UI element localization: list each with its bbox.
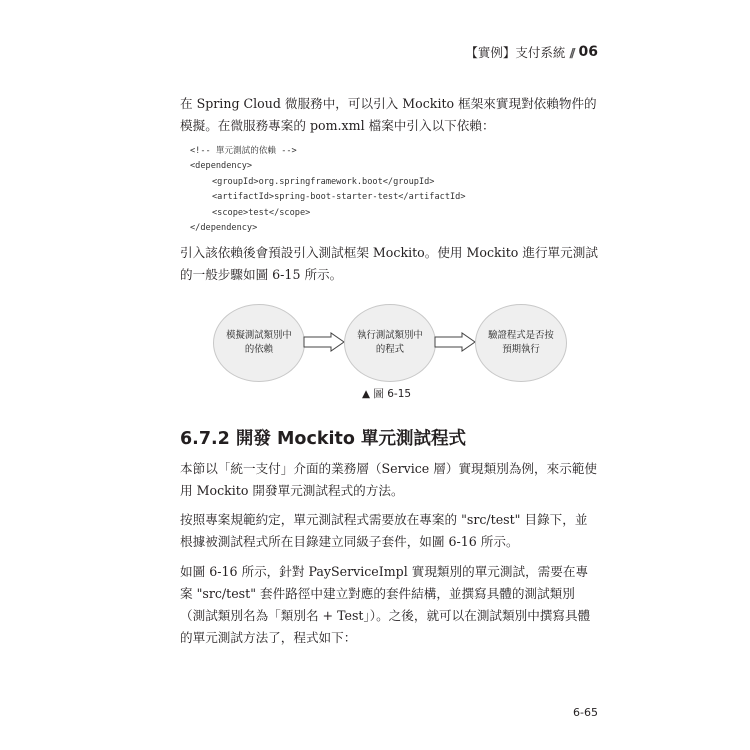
code-line: <groupId>org.springframework.boot</groupId>	[212, 176, 435, 187]
dependency-paragraph: 引入該依賴後會預設引入測試框架 Mockito。使用 Mockito 進行單元測試的一般步驟如圖 6-15 所示。	[180, 245, 598, 282]
diagram-arrow-icon	[434, 332, 476, 352]
body-paragraph: 本節以「統一支付」介面的業務層（Service 層）實現類別為例，來示範使用 Mockito 開發單元測試程式的方法。	[180, 461, 597, 498]
body-paragraph: 按照專案規範約定，單元測試程式需要放在專案的 "src/test" 目錄下，並根據被測試程式所在目錄建立同級子套件，如圖 6-16 所示。	[180, 512, 588, 549]
code-line: <scope>test</scope>	[212, 207, 311, 218]
header-section-tag: 【實例】支付系統	[465, 45, 566, 60]
code-line: </dependency>	[190, 223, 258, 234]
diagram-step-mock-dependencies: 模擬測試類別中的依賴	[213, 304, 305, 382]
body-paragraph: 如圖 6-16 所示，針對 PayServiceImpl 實現類別的單元測試，需要在專案 "src/test" 套件路徑中建立對應的套件結構，並撰寫具體的測試類別（測試類別名為「類別名 + Test」）。之後，就可以在測試類別中撰寫具體的單元測試方法了，程式如下：	[180, 564, 591, 645]
code-line: <!-- 單元測試的依賴 -->	[190, 146, 297, 156]
section-title: 6.7.2 開發 Mockito 單元測試程式	[180, 429, 466, 449]
figure-caption: ▲ 圖 6-15	[362, 388, 412, 400]
code-block	[190, 144, 570, 236]
intro-paragraph: 在 Spring Cloud 微服務中，可以引入 Mockito 框架來實現對依賴物件的模擬。在微服務專案的 pom.xml 檔案中引入以下依賴：	[180, 96, 597, 133]
running-header	[465, 43, 598, 61]
page-number: 6-65	[573, 706, 598, 719]
header-separator: //	[569, 44, 573, 60]
diagram-step-run-test-code: 執行測試類別中的程式	[344, 304, 436, 382]
diagram-step-verify-results: 驗證程式是否按預期執行	[475, 304, 567, 382]
header-chapter-number: 06	[578, 44, 598, 60]
diagram-arrow-icon	[303, 332, 345, 352]
code-line: <dependency>	[190, 161, 253, 172]
code-line: <artifactId>spring-boot-starter-test</artifactId>	[212, 192, 466, 203]
